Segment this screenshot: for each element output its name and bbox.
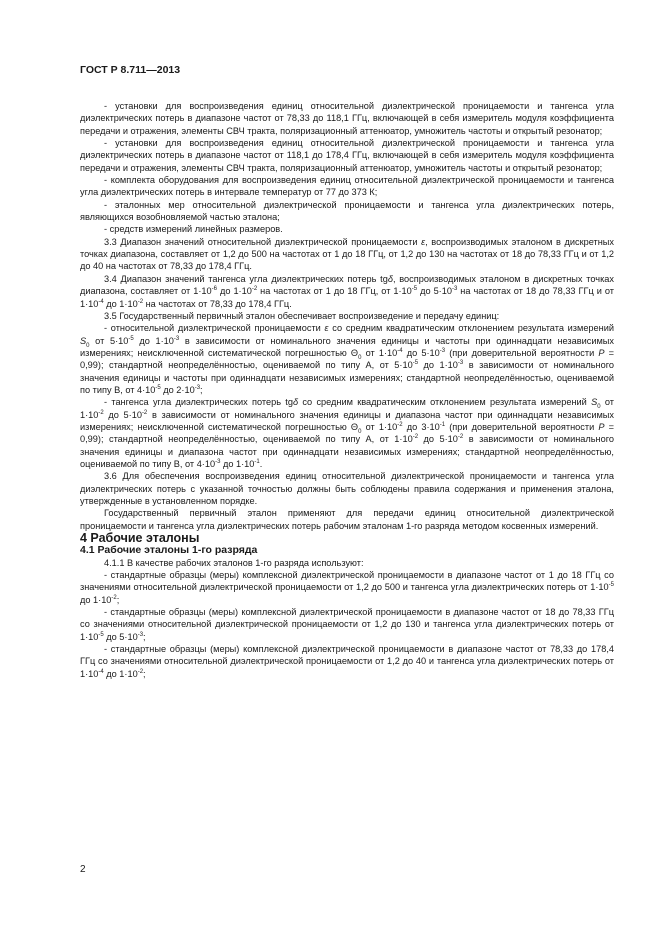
subsection-heading: 4.1 Рабочие эталоны 1-го разряда [80,544,258,557]
paragraph: - средств измерений линейных размеров. [104,224,283,235]
paragraph: Государственный первичный эталон применяют для передачи единиц относительной диэлектрической проницаемости и тангенса угла диэлектрических потерь рабочим эталонам 1-го разряда методом косвенных измерений. [80,508,614,531]
page-number: 2 [80,864,86,875]
paragraph-3-5: 3.5 Государственный первичный эталон обеспечивает воспроизведение и передачу единиц: [104,310,500,321]
paragraph: - установки для воспроизведения единиц относительной диэлектрической проницаемости и тангенса угла диэлектрических потерь в диапазоне частот от 118,1 до 178,4 ГГц, включающей в себя измеритель модуля коэффициента передачи и отражения, элементы СВЧ тракта, поляризационный аттенюатор, умножитель частоты и открытый резонатор; [80,138,614,173]
paragraph: 3.6 Для обеспечения воспроизведения единиц относительной диэлектрической проницаемости и тангенса угла диэлектрических потерь с указанной точностью должны быть соблюдены правила содержания и применения эталона, утвержденные в установленном порядке. [80,471,614,506]
paragraph-3-4: 3.4 Диапазон значений тангенса угла диэлектрических потерь tgδ, воспроизводимых эталоном в дискретных точках диапазона, составляет от $1\cdot 10^{-6}$ до $1\cdot 10^{-2}$ на частотах от 1 до 18 ГГц, от $1\cdot 10^{-5}$ до $5\cdot 10^{-3}$ на частотах от 18 до 78,33 ГГц и от $1\cdot 10^{-4}$ до $1\cdot 10^{-2}$ на частотах от 78,33 до 178,4 ГГц. [80,273,614,309]
section-heading: 4 Рабочие эталоны [80,531,200,546]
list-item: - стандартные образцы (меры) комплексной диэлектрической проницаемости в диапазоне частот от 18 до 78,33 ГГц со значениями относительной диэлектрической проницаемости от 1,2 до 130 и тангенса угла диэлектрических потерь от $1\cdot 10^{-5}$ до $5\cdot 10^{-3}$; [80,607,614,642]
list-item: - стандартные образцы (меры) комплексной диэлектрической проницаемости в диапазоне частот от 78,33 до 178,4 ГГц со значениями относительной диэлектрической проницаемости от 1,2 до 40 и тангенса угла диэлектрических потерь от $1\cdot 10^{-4}$ до $1\cdot 10^{-2}$; [80,644,614,679]
paragraph-tangent: - тангенса угла диэлектрических потерь tgδ со средним квадратическим отклонением результата измерений $S_0$ от $1\cdot 10^{-2}$ до $5\cdot 10^{-2}$ в зависимости от номинального значения единицы и диапазона частот при одиннадцати независимых измерениях; неисключенной систематической погрешностью $\Theta_0$ от $1\cdot 10^{-2}$ до $3\cdot 10^{-1}$ (при доверительной вероятности P = 0,99); стандартной неопределённостью, оцениваемой по типу А, от $1\cdot 10^{-2}$ до $5\cdot 10^{-2}$ в зависимости от номинального значения единицы и диапазона частот при одиннадцати независимых измерениях; стандартной неопределённостью, оцениваемой по типу В, от $4\cdot 10^{-3}$ до $1\cdot 10^{-1}$. [80,397,615,469]
list-item: - стандартные образцы (меры) комплексной диэлектрической проницаемости в диапазоне частот от 1 до 18 ГГц со значениями относительной диэлектрической проницаемости от 1,2 до 500 и тангенса угла диэлектрических потерь от $1\cdot 10^{-5}$ до $1\cdot 10^{-2}$; [80,570,614,605]
paragraph: - эталонных мер относительной диэлектрической проницаемости и тангенса угла диэлектрических потерь, являющихся возобновляемой частью эталона; [80,199,614,223]
paragraph: - установки для воспроизведения единиц относительной диэлектрической проницаемости и тангенса угла диэлектрических потерь в диапазоне частот от 78,33 до 118,1 ГГц, включающей в себя измеритель модуля коэффициента передачи и отражения, элементы СВЧ тракта, поляризационный аттенюатор, умножитель частоты и открытый резонатор; [80,101,614,136]
document-body [80,100,614,680]
paragraph-3-3: 3.3 Диапазон значений относительной диэлектрической проницаемости ε, воспроизводимых эталоном в дискретных точках диапазона, составляет от 1,2 до 500 на частотах от 1 до 18 ГГц, от 1,2 до 130 на частотах от 18 до 78,33 ГГц и от 1,2 до 40 на частотах от 78,33 до 178,4 ГГц. [80,236,614,272]
paragraph: - комплекта оборудования для воспроизведения единиц относительной диэлектрической проницаемости и тангенса угла диэлектрических потерь в интервале температур от 77 до 373 К; [80,175,614,198]
paragraph-epsilon: - относительной диэлектрической проницаемости ε со средним квадратическим отклонением результата измерений $S_0$ от $5\cdot 10^{-5}$ до $1\cdot 10^{-3}$ в зависимости от номинального значения единицы и частоты при одиннадцати независимых измерениях; неисключенной систематической погрешностью $\Theta_0$ от $1\cdot 10^{-4}$ до $5\cdot 10^{-3}$ (при доверительной вероятности P = 0,99); стандартной неопределённостью, оцениваемой по типу А, от $5\cdot 10^{-5}$ до $1\cdot 10^{-3}$ в зависимости от номинального значения единицы и частоты при одиннадцати независимых измерениях; стандартной неопределённостью, оцениваемой по типу В, от $4\cdot 10^{-5}$ до $2\cdot 10^{-3}$; [80,323,615,395]
page-header: ГОСТ Р 8.711—2013 [80,64,181,76]
paragraph: 4.1.1 В качестве рабочих эталонов 1-го разряда используют: [104,557,364,568]
